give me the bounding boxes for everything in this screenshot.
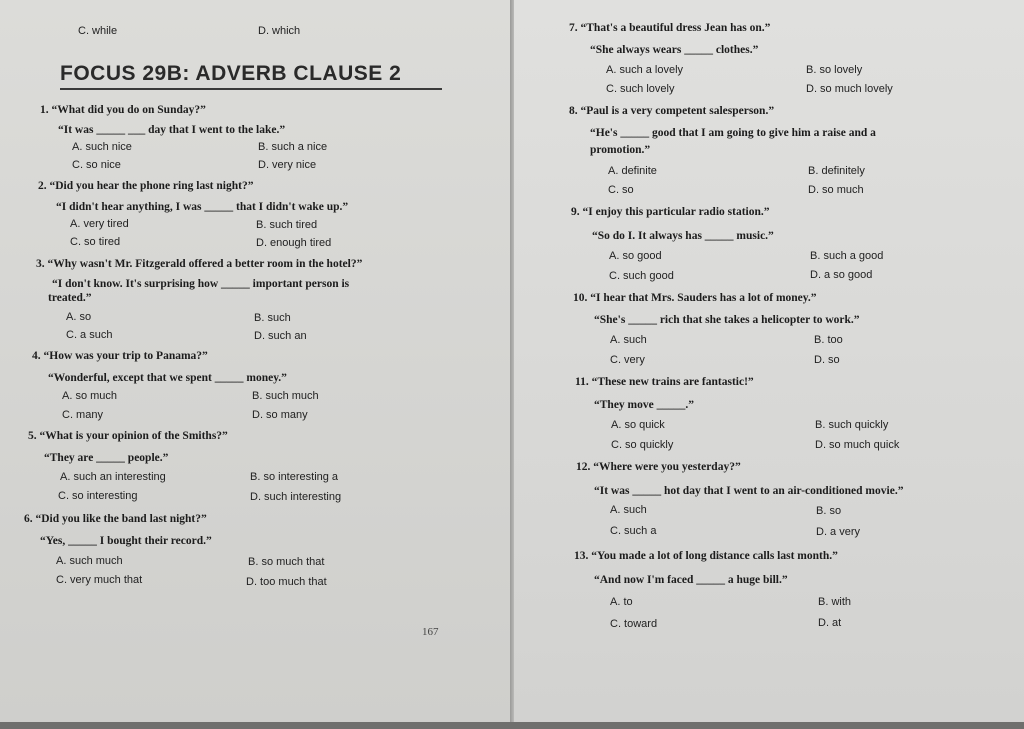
question-8-option-b[interactable]: B. definitely: [808, 165, 865, 177]
question-2-sentence: “I didn't hear anything, I was _____ that I didn't wake up.”: [56, 201, 349, 213]
question-8: 8. “Paul is a very competent salesperson.”: [569, 105, 775, 117]
question-9-option-a[interactable]: A. so good: [609, 250, 662, 262]
question-3-sentence: “I don't know. It's surprising how _____ important person is: [52, 278, 350, 290]
question-10-option-b[interactable]: B. too: [814, 334, 843, 346]
question-12-sentence: “It was _____ hot day that I went to an air-conditioned movie.”: [594, 485, 904, 497]
question-3-sentence-cont: treated.”: [48, 292, 92, 304]
question-5-option-b[interactable]: B. so interesting a: [250, 471, 339, 483]
question-11-sentence: “They move _____.”: [594, 399, 694, 411]
question-4-option-c[interactable]: C. many: [62, 409, 103, 421]
question-13-option-a[interactable]: A. to: [610, 596, 633, 608]
question-7-option-b[interactable]: B. so lovely: [806, 64, 863, 76]
question-10: 10. “I hear that Mrs. Sauders has a lot of money.”: [573, 292, 817, 304]
question-8-sentence-cont: promotion.”: [590, 144, 651, 156]
question-6-option-b[interactable]: B. so much that: [248, 556, 325, 568]
question-12-option-d[interactable]: D. a very: [816, 526, 861, 538]
question-12: 12. “Where were you yesterday?”: [576, 461, 741, 473]
question-1-option-b[interactable]: B. such a nice: [258, 141, 328, 153]
question-1-option-c[interactable]: C. so nice: [72, 159, 121, 171]
question-11: 11. “These new trains are fantastic!”: [575, 376, 754, 388]
question-8-sentence: “He's _____ good that I am going to give him a raise and a: [590, 127, 876, 139]
question-7-option-c[interactable]: C. such lovely: [606, 83, 675, 95]
question-11-option-d[interactable]: D. so much quick: [815, 439, 900, 451]
question-12-option-a[interactable]: A. such: [610, 504, 647, 516]
question-12-option-c[interactable]: C. such a: [610, 525, 657, 537]
question-13-option-c[interactable]: C. toward: [610, 618, 658, 630]
question-13-option-b[interactable]: B. with: [818, 596, 852, 608]
question-5-option-a[interactable]: A. such an interesting: [60, 471, 166, 483]
question-10-option-a[interactable]: A. such: [610, 334, 647, 346]
question-11-option-c[interactable]: C. so quickly: [611, 439, 674, 451]
question-1: 1. “What did you do on Sunday?”: [40, 104, 206, 116]
question-1-option-d[interactable]: D. very nice: [258, 159, 317, 171]
top-option-d: D. which: [258, 25, 301, 37]
question-2-option-c[interactable]: C. so tired: [70, 236, 121, 248]
question-6-option-a[interactable]: A. such much: [56, 555, 123, 567]
page-title: FOCUS 29B: ADVERB CLAUSE 2: [60, 62, 442, 90]
question-9: 9. “I enjoy this particular radio station.”: [571, 206, 770, 218]
question-8-option-c[interactable]: C. so: [608, 184, 634, 196]
top-option-c: C. while: [78, 25, 118, 37]
question-6-option-d[interactable]: D. too much that: [246, 576, 327, 588]
page-number: 167: [422, 626, 439, 638]
question-5: 5. “What is your opinion of the Smiths?”: [28, 430, 228, 442]
question-9-option-c[interactable]: C. such good: [609, 270, 674, 282]
question-7-sentence: “She always wears _____ clothes.”: [590, 44, 759, 56]
question-13-option-d[interactable]: D. at: [818, 617, 842, 629]
question-7-option-d[interactable]: D. so much lovely: [806, 83, 893, 95]
question-5-option-c[interactable]: C. so interesting: [58, 490, 138, 502]
question-3-option-b[interactable]: B. such: [254, 312, 291, 324]
question-9-option-b[interactable]: B. such a good: [810, 250, 884, 262]
question-4: 4. “How was your trip to Panama?”: [32, 350, 208, 362]
question-5-sentence: “They are _____ people.”: [44, 452, 169, 464]
question-9-sentence: “So do I. It always has _____ music.”: [592, 230, 774, 242]
question-2-option-b[interactable]: B. such tired: [256, 219, 318, 231]
question-2-option-d[interactable]: D. enough tired: [256, 237, 332, 249]
question-7-option-a[interactable]: A. such a lovely: [606, 64, 684, 76]
question-13: 13. “You made a lot of long distance calls last month.”: [574, 550, 838, 562]
question-9-option-d[interactable]: D. a so good: [810, 269, 873, 281]
question-7: 7. “That's a beautiful dress Jean has on.”: [569, 22, 771, 34]
question-2-option-a[interactable]: A. very tired: [70, 218, 129, 230]
question-8-option-d[interactable]: D. so much: [808, 184, 864, 196]
question-4-option-b[interactable]: B. such much: [252, 390, 319, 402]
question-3-option-a[interactable]: A. so: [66, 311, 92, 323]
question-11-option-a[interactable]: A. so quick: [611, 419, 665, 431]
question-6: 6. “Did you like the band last night?”: [24, 513, 207, 525]
question-4-sentence: “Wonderful, except that we spent _____ money.”: [48, 372, 287, 384]
question-3-option-c[interactable]: C. a such: [66, 329, 113, 341]
question-10-sentence: “She's _____ rich that she takes a helicopter to work.”: [594, 314, 860, 326]
question-12-option-b[interactable]: B. so: [816, 505, 842, 517]
question-11-option-b[interactable]: B. such quickly: [815, 419, 889, 431]
question-4-option-d[interactable]: D. so many: [252, 409, 308, 421]
question-3-option-d[interactable]: D. such an: [254, 330, 307, 342]
question-1-sentence: “It was _____ ___ day that I went to the lake.”: [58, 124, 286, 136]
question-8-option-a[interactable]: A. definite: [608, 165, 657, 177]
question-10-option-d[interactable]: D. so: [814, 354, 840, 366]
question-10-option-c[interactable]: C. very: [610, 354, 645, 366]
question-3: 3. “Why wasn't Mr. Fitzgerald offered a better room in the hotel?”: [36, 258, 363, 270]
question-4-option-a[interactable]: A. so much: [62, 390, 118, 402]
question-13-sentence: “And now I'm faced _____ a huge bill.”: [594, 574, 788, 586]
question-6-sentence: “Yes, _____ I bought their record.”: [40, 535, 212, 547]
question-6-option-c[interactable]: C. very much that: [56, 574, 143, 586]
bottom-edge: [0, 722, 1024, 729]
question-2: 2. “Did you hear the phone ring last night?”: [38, 180, 254, 192]
question-5-option-d[interactable]: D. such interesting: [250, 491, 342, 503]
question-1-option-a[interactable]: A. such nice: [72, 141, 132, 153]
